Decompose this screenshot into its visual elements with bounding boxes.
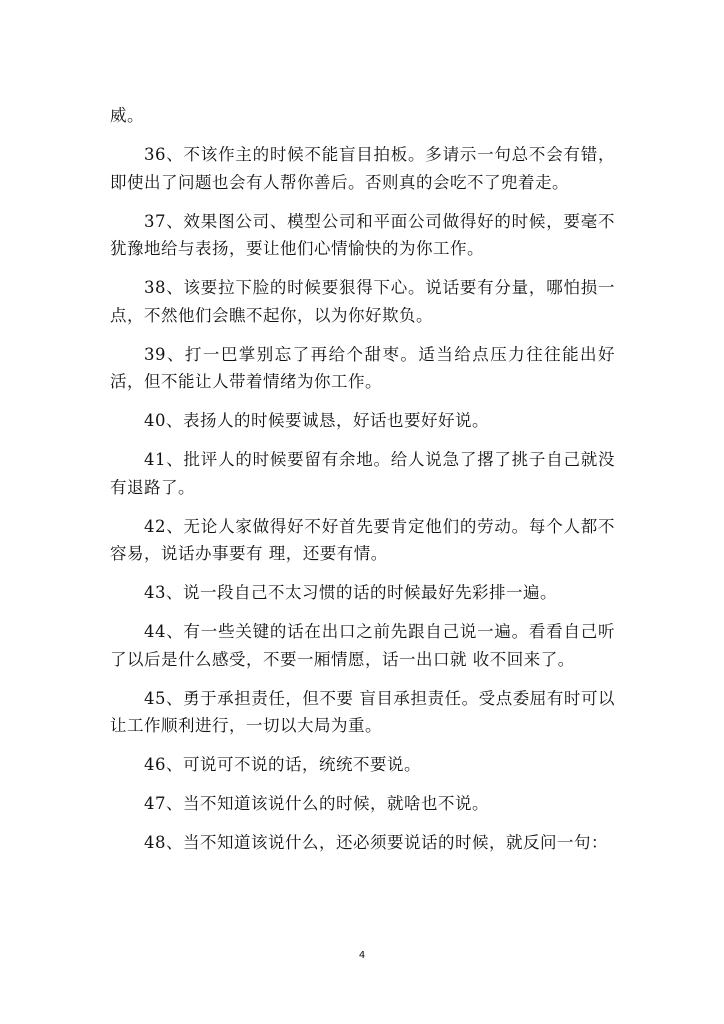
- document-body: [110, 102, 615, 868]
- paragraph-item-37: 37、效果图公司、模型公司和平面公司做得好的时候，要毫不犹豫地给与表扬，要让他们心情愉快的为你工作。: [110, 211, 615, 258]
- paragraph-item-47: 47、当不知道该说什么的时候，就啥也不说。: [144, 794, 489, 813]
- paragraph-item-38: 38、该要拉下脸的时候要狠得下心。说话要有分量，哪怕损一点，不然他们会瞧不起你，以为你好欺负。: [110, 278, 615, 325]
- page-number: 4: [358, 950, 366, 961]
- paragraph-item-44: 44、有一些关键的话在出口之前先跟自己说一遍。看看自己听了以后是什么感受，不要一厢情愿，话一出口就 收不回来了。: [110, 622, 615, 669]
- paragraph-item-41: 41、批评人的时候要留有余地。给人说急了撂了挑子自己就没有退路了。: [110, 450, 615, 497]
- paragraph-item-36: 36、不该作主的时候不能盲目拍板。多请示一句总不会有错，即使出了问题也会有人帮你善后。否则真的会吃不了兜着走。: [110, 145, 615, 192]
- paragraph-item-43: 43、说一段自己不太习惯的话的时候最好先彩排一遍。: [144, 583, 557, 602]
- paragraph-item-40: 40、表扬人的时候要诚恳，好话也要好好说。: [144, 411, 489, 430]
- paragraph-item-48: 48、当不知道该说什么，还必须要说话的时候，就反问一句：: [144, 833, 608, 852]
- paragraph-continuation: 威。: [110, 106, 144, 125]
- paragraph-item-45: 45、勇于承担责任，但不要 盲目承担责任。受点委屈有时可以让工作顺利进行，一切以大局为重。: [110, 688, 615, 735]
- paragraph-item-42: 42、无论人家做得好不好首先要肯定他们的劳动。每个人都不容易，说话办事要有 理，还要有情。: [110, 516, 615, 563]
- paragraph-item-39: 39、打一巴掌别忘了再给个甜枣。适当给点压力往往能出好活，但不能让人带着情绪为你工作。: [110, 344, 615, 391]
- paragraph-item-46: 46、可说可不说的话，统统不要说。: [144, 755, 421, 774]
